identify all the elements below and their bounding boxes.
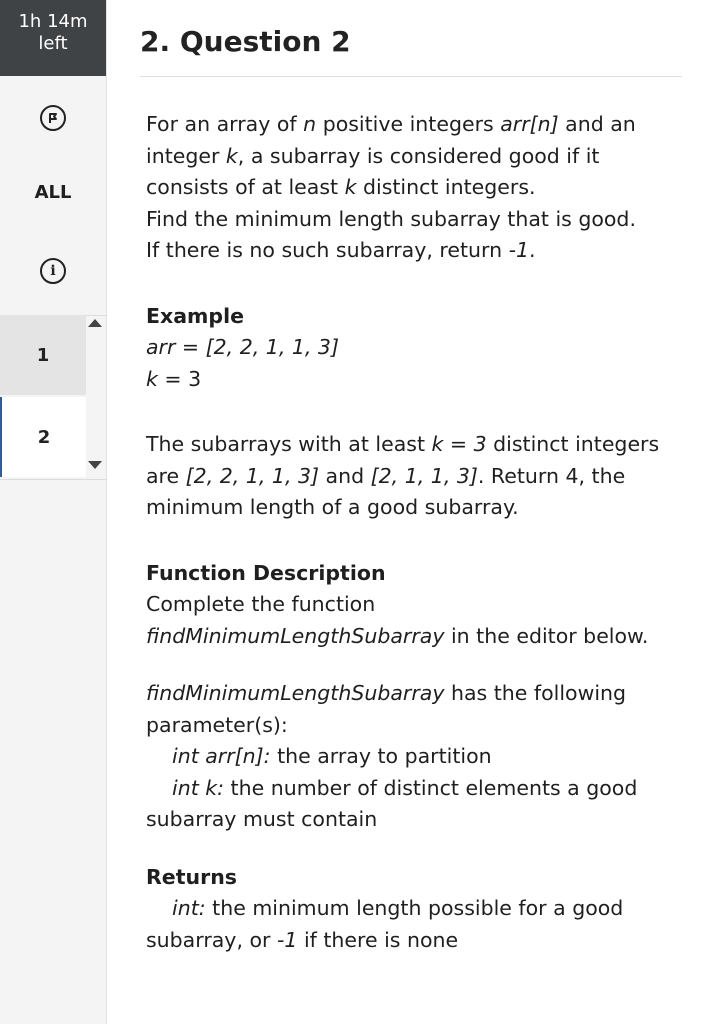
param-arr: int arr[n]: the array to partition [172, 744, 492, 768]
question-sidebar [0, 0, 107, 1024]
info-button[interactable] [0, 258, 106, 284]
example-explanation: The subarrays with at least k = 3 distinct integers are [2, 2, 1, 1, 3] and [2, 1, 1, 3]. Return 4, the minimum length of a good subarray. [146, 432, 660, 519]
question-panel [106, 0, 705, 1024]
scroll-down-icon[interactable] [88, 461, 102, 469]
returns-description: int: the minimum length possible for a good subarray, or -1 if there is none [146, 896, 624, 952]
example-k: k = 3 [146, 366, 202, 391]
task-line: Find the minimum length subarray that is good. [146, 206, 636, 231]
example-arr: arr = [2, 2, 1, 1, 3] [146, 335, 339, 359]
fallback-line: If there is no such subarray, return -1. [146, 238, 536, 262]
function-description-heading: Function Description [146, 560, 386, 585]
time-remaining [0, 0, 106, 76]
question-body [146, 109, 666, 956]
intro-paragraph: For an array of n positive integers arr[n] and an integer k, a subarray is considered good if it consists of at least k distinct integers. [146, 112, 636, 199]
scroll-up-icon[interactable] [88, 319, 102, 327]
timer-suffix: left [38, 33, 68, 54]
all-questions-button[interactable]: ALL [34, 182, 72, 203]
question-list [0, 315, 106, 480]
timer-value: 1h 14m [18, 11, 88, 32]
info-icon: i [40, 258, 66, 284]
title-divider [140, 76, 682, 77]
question-item-1[interactable]: 1 [0, 315, 86, 395]
question-item-2[interactable]: 2 [0, 397, 86, 477]
flag-icon [40, 105, 66, 131]
flag-button[interactable] [0, 105, 106, 131]
page-title: 2. Question 2 [140, 25, 351, 58]
param-k: int k: the number of distinct elements a good subarray must contain [146, 775, 638, 831]
example-heading: Example [146, 303, 245, 328]
function-description: Complete the function findMinimumLengthSubarray in the editor below. [146, 592, 649, 648]
parameters-intro: findMinimumLengthSubarray has the following parameter(s): [146, 681, 627, 737]
returns-heading: Returns [146, 864, 237, 889]
